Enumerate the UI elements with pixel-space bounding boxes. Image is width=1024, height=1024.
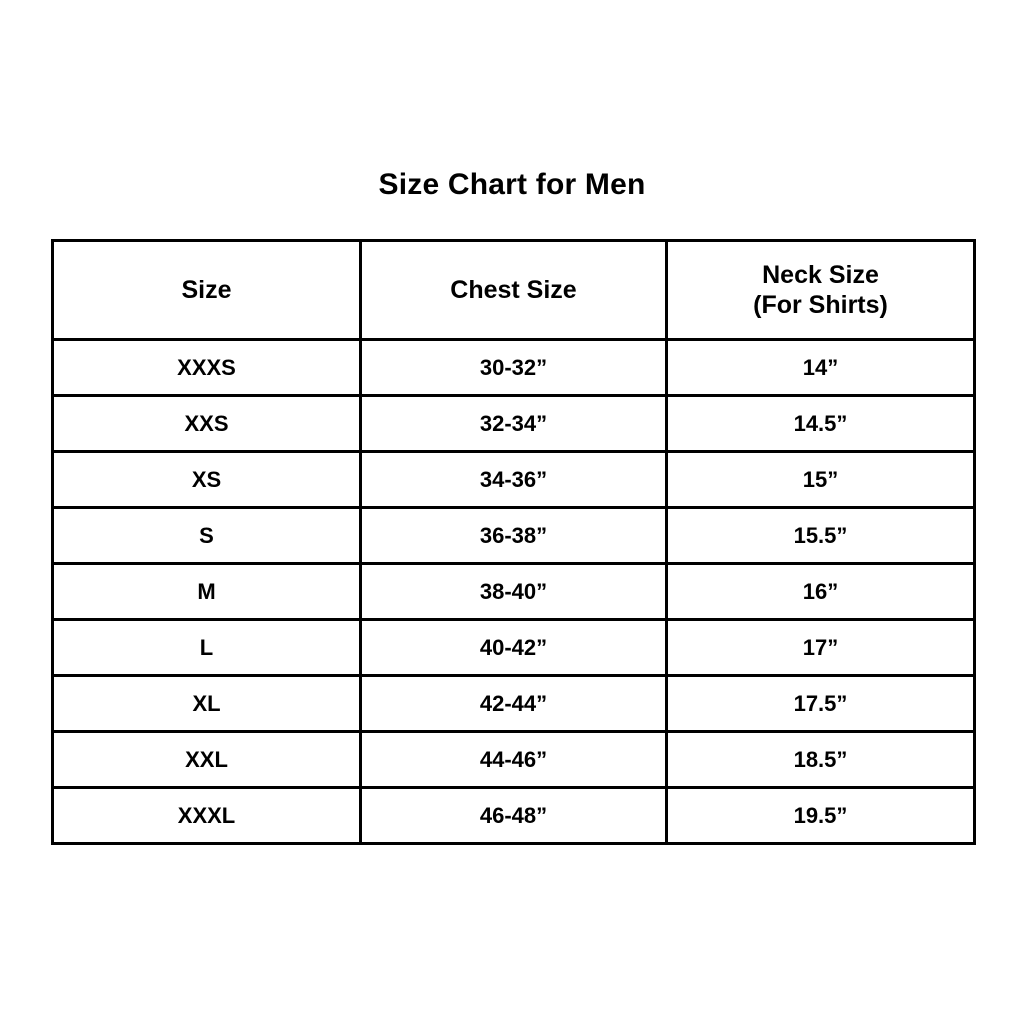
cell-chest: 30-32”	[361, 340, 667, 396]
table-header-row	[53, 241, 975, 340]
table-row	[53, 732, 975, 788]
column-header-neck-size-sublabel: (For Shirts)	[753, 291, 888, 319]
table-row	[53, 340, 975, 396]
cell-neck: 16”	[667, 564, 975, 620]
cell-size: S	[53, 508, 361, 564]
table-row	[53, 508, 975, 564]
cell-chest: 34-36”	[361, 452, 667, 508]
table-row	[53, 452, 975, 508]
cell-chest: 36-38”	[361, 508, 667, 564]
column-header-size-label: Size	[181, 275, 232, 304]
cell-neck: 14”	[667, 340, 975, 396]
cell-neck: 17”	[667, 620, 975, 676]
table-row	[53, 564, 975, 620]
cell-neck: 18.5”	[667, 732, 975, 788]
cell-size: M	[53, 564, 361, 620]
cell-size: XXL	[53, 732, 361, 788]
cell-chest: 44-46”	[361, 732, 667, 788]
cell-chest: 32-34”	[361, 396, 667, 452]
column-header-neck-size-label: Neck Size	[762, 260, 879, 289]
cell-neck: 19.5”	[667, 788, 975, 844]
table-header	[53, 241, 975, 340]
cell-chest: 42-44”	[361, 676, 667, 732]
cell-size: XL	[53, 676, 361, 732]
table-body	[53, 340, 975, 844]
table-row	[53, 676, 975, 732]
cell-size: XS	[53, 452, 361, 508]
cell-chest: 46-48”	[361, 788, 667, 844]
cell-chest: 38-40”	[361, 564, 667, 620]
table-row	[53, 620, 975, 676]
size-chart-table	[51, 239, 976, 845]
table-row	[53, 396, 975, 452]
cell-neck: 15”	[667, 452, 975, 508]
column-header-size	[53, 241, 361, 340]
cell-neck: 15.5”	[667, 508, 975, 564]
cell-size: XXXL	[53, 788, 361, 844]
column-header-chest-size	[361, 241, 667, 340]
table-row	[53, 788, 975, 844]
column-header-chest-size-label: Chest Size	[450, 275, 577, 304]
cell-chest: 40-42”	[361, 620, 667, 676]
cell-neck: 17.5”	[667, 676, 975, 732]
cell-size: XXXS	[53, 340, 361, 396]
column-header-neck-size	[667, 241, 975, 340]
page-title: Size Chart for Men	[378, 168, 646, 201]
cell-size: XXS	[53, 396, 361, 452]
cell-size: L	[53, 620, 361, 676]
cell-neck: 14.5”	[667, 396, 975, 452]
